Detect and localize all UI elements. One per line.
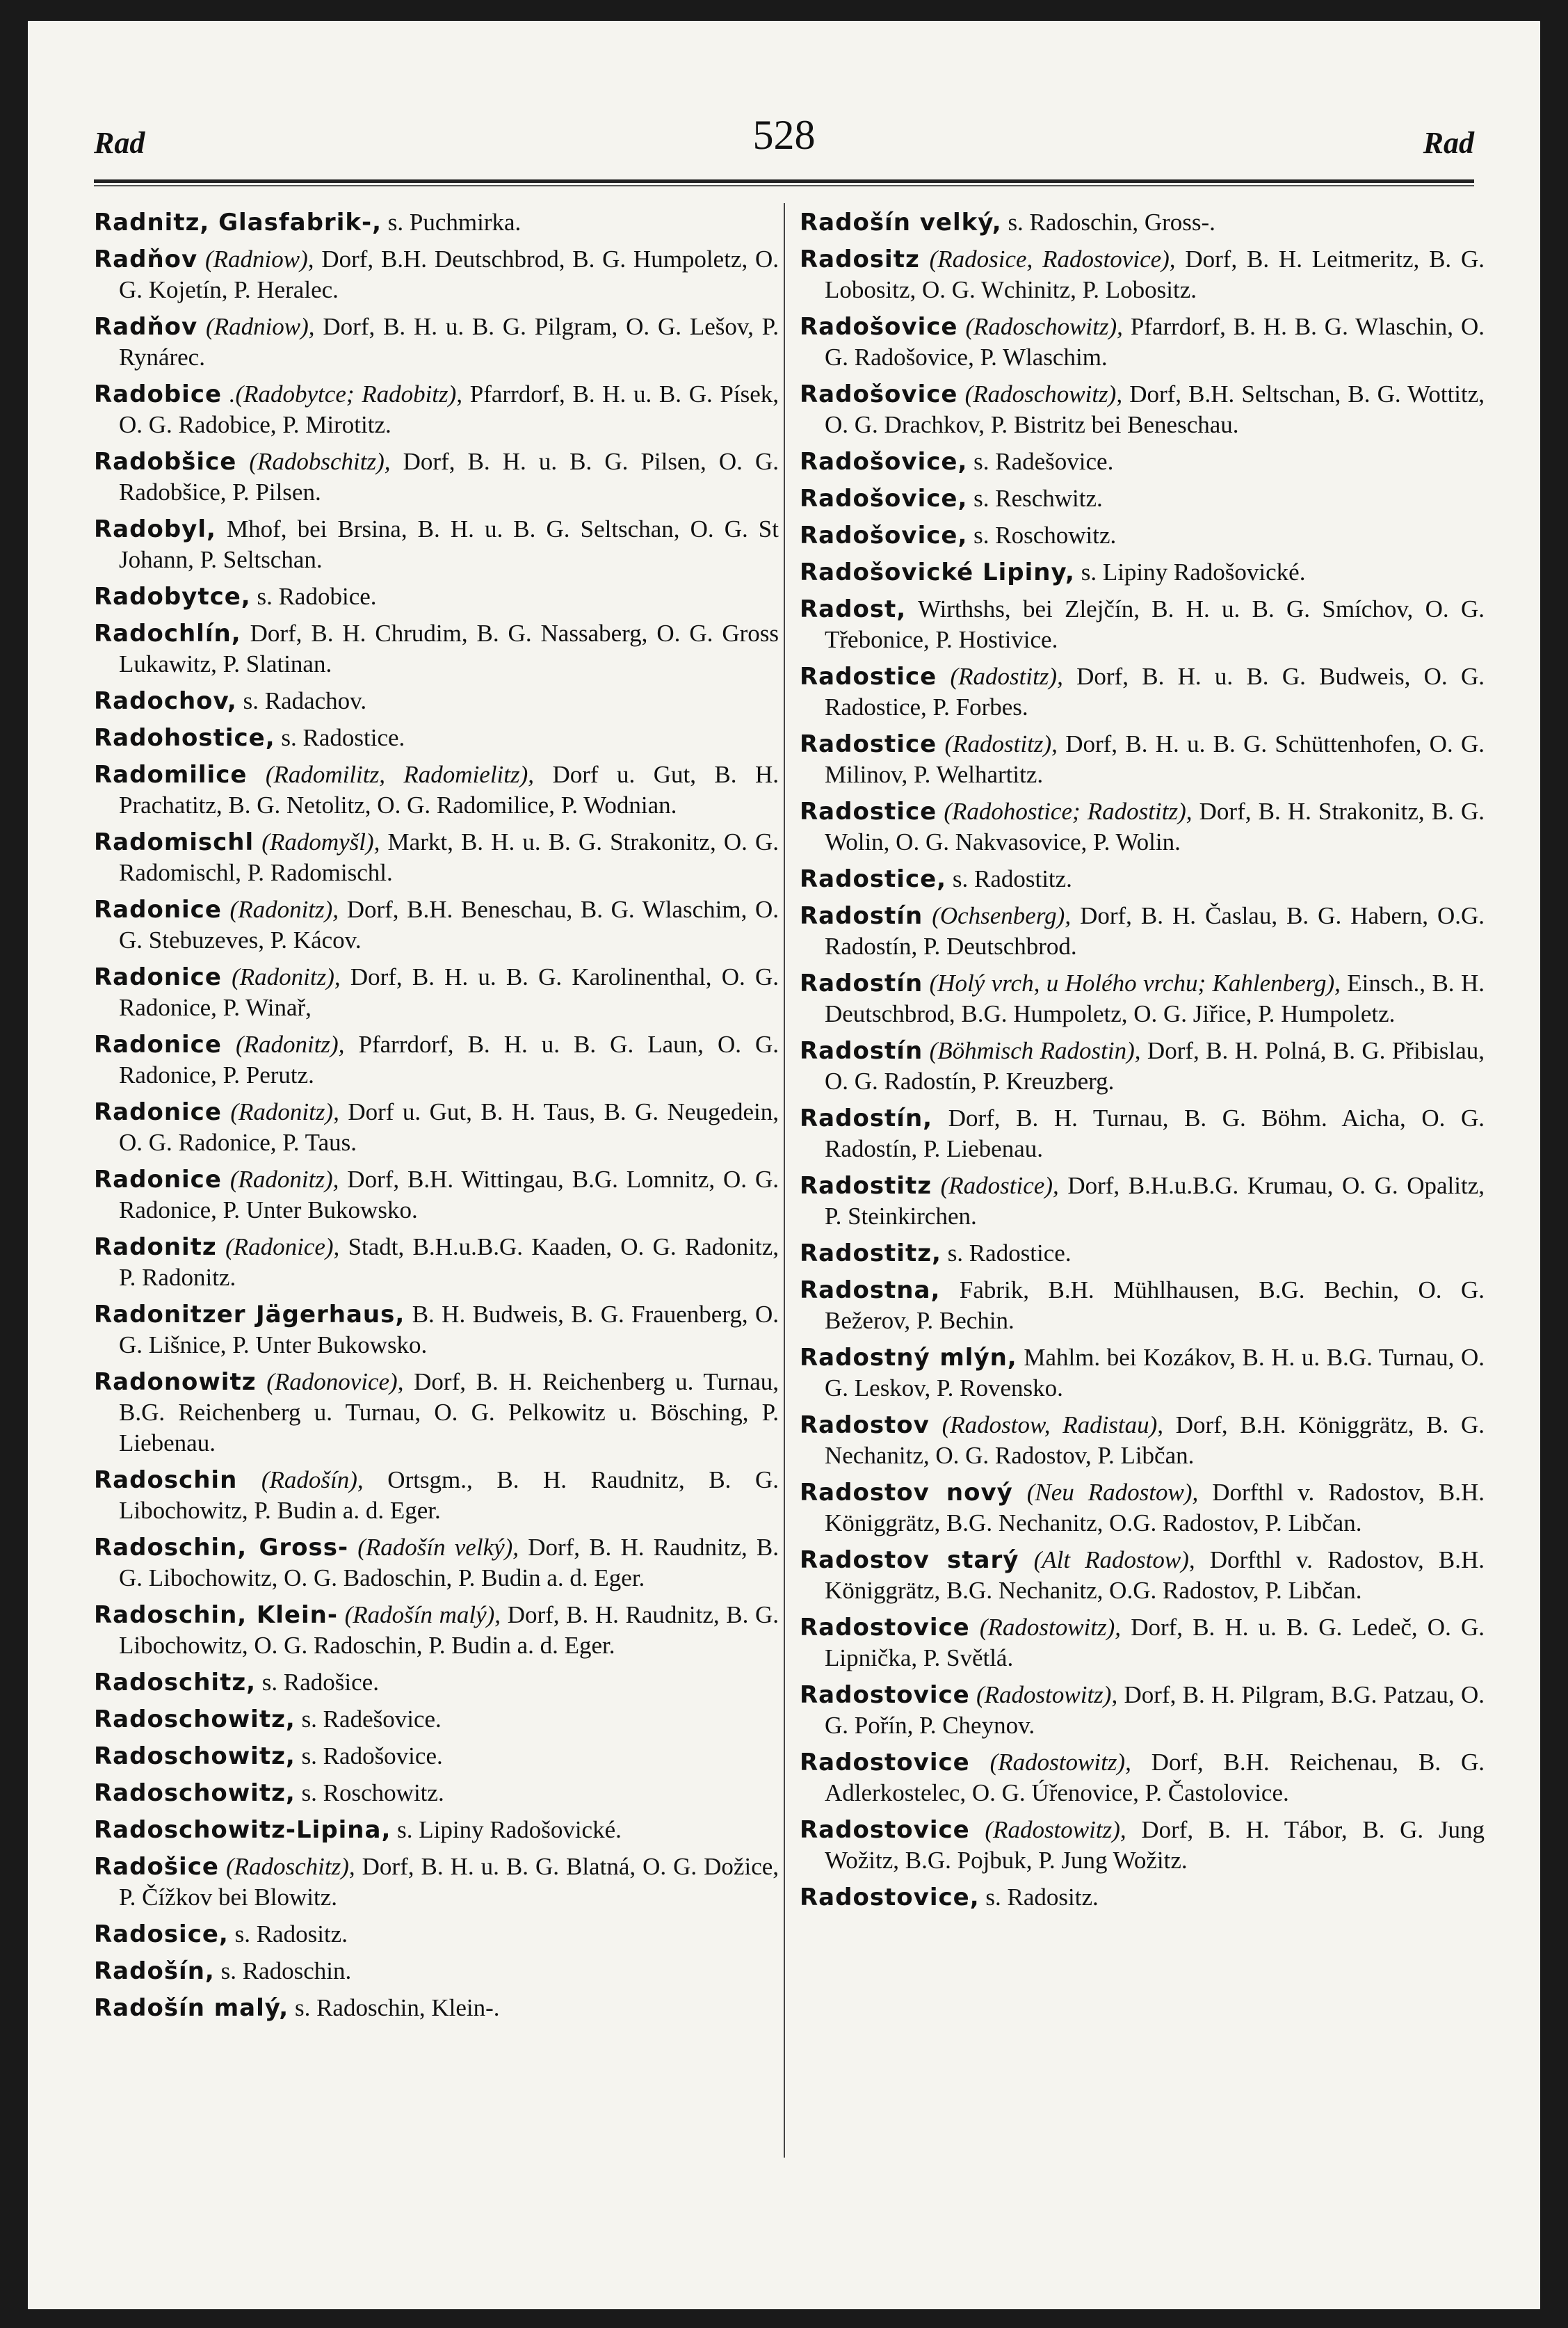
gazetteer-entry [800,1612,1485,1673]
entry-text: Pfarrdorf, B. H. B. G. Wlaschin, O. G. Radošovice, P. Wlaschim. [825,313,1485,371]
entry-headword: Radoschowitz, [94,1779,296,1807]
gazetteer-entry [800,244,1485,305]
gazetteer-entry [94,1993,779,2023]
entry-text: Dorf, B. H. u. B. G. Blatná, O. G. Dožice, P. Čížkov bei Blowitz. [119,1853,779,1911]
gazetteer-entry [800,1477,1485,1539]
gazetteer-entry [94,312,779,373]
entry-headword: Radostov nový [800,1479,1013,1507]
entry-headword: Radost, [800,595,907,623]
entry-alt-names: (Radniow), [206,313,315,340]
gazetteer-entry [94,1852,779,1913]
gazetteer-entry [94,514,779,575]
entry-alt-names: (Radostice), [940,1172,1059,1199]
entry-text: Dorf u. Gut, B. H. Prachatitz, B. G. Netolitz, O. G. Radomilice, P. Wodnian. [119,761,779,819]
entry-alt-names: (Radostowitz), [989,1749,1131,1776]
entry-headword: Radohostice, [94,724,275,752]
gazetteer-entry [94,1465,779,1526]
entry-headword: Radoschowitz, [94,1742,296,1770]
entry-headword: Radonowitz [94,1368,257,1396]
gazetteer-entry [94,723,779,753]
entry-headword: Radonitz [94,1233,217,1261]
entry-headword: Radositz [800,246,920,273]
gazetteer-entry [800,557,1485,588]
entry-alt-names: (Radošín), [261,1466,364,1493]
entry-text: Dorf, B. H. Leitmeritz, B. G. Lobositz, O. G. Wchinitz, P. Lobositz. [825,246,1485,303]
entry-text: s. Radoschin, Gross-. [1008,209,1215,236]
entry-text: Dorf, B.H. Königgrätz, B. G. Nechanitz, O. G. Radostov, P. Libčan. [825,1411,1485,1469]
entry-alt-names: (Radonitz), [232,963,341,990]
entry-text: Dorf, B.H. Seltschan, B. G. Wottitz, O. G. Drachkov, P. Bistritz bei Beneschau. [825,380,1485,438]
entry-headword: Radostovice [800,1681,970,1709]
gazetteer-entry [94,1919,779,1950]
gazetteer-entry [94,207,779,238]
entry-text: Stadt, B.H.u.B.G. Kaaden, O. G. Radonitz, P. Radonitz. [119,1233,779,1291]
entry-headword: Radošovice, [800,485,968,513]
right-column [800,207,1485,1919]
gazetteer-entry [94,1097,779,1158]
entry-alt-names: (Radostitz), [944,730,1058,757]
entry-text: Dorf, B. H. Raudnitz, B. G. Libochowitz, O. G. Radoschin, P. Budin a. d. Eger. [119,1601,779,1659]
gazetteer-entry [800,1680,1485,1741]
entry-headword: Radochlín, [94,620,241,648]
gazetteer-entry [94,1367,779,1459]
entry-text: s. Radobice. [257,583,377,610]
entry-alt-names: (Radonitz), [229,896,339,923]
entry-text: Mahlm. bei Kozákov, B. H. u. B.G. Turnau, O. G. Leskov, P. Rovensko. [825,1344,1485,1402]
entry-alt-names: (Radonitz), [229,1166,339,1193]
entry-alt-names: (Radoschitz), [225,1853,355,1880]
entry-alt-names: (Radomilitz, Radomielitz), [265,761,535,788]
entry-alt-names: (Radonice), [225,1233,340,1260]
entry-headword: Radošovice [800,313,958,341]
entry-text: Dorf, B. H. u. B. G. Karolinenthal, O. G. Radonice, P. Winař, [119,963,779,1021]
gazetteer-entry [800,1342,1485,1404]
entry-headword: Radobytce, [94,583,251,611]
entry-text: Pfarrdorf, B. H. u. B. G. Písek, O. G. Radobice, P. Mirotitz. [119,380,779,438]
entry-text: Dorf, B. H. Turnau, B. G. Böhm. Aicha, O. G. Radostín, P. Liebenau. [825,1105,1485,1162]
gazetteer-entry [800,1171,1485,1232]
entry-text: Wirthshs, bei Zlejčín, B. H. u. B. G. Smíchov, O. G. Třebonice, P. Hostivice. [825,595,1485,653]
entry-headword: Radobšice [94,448,237,476]
entry-text: Dorf, B. H. Polná, B. G. Přibislau, O. G. Radostín, P. Kreuzberg. [825,1037,1485,1095]
gazetteer-entry [94,447,779,508]
entry-alt-names: (Radoschowitz), [965,313,1123,340]
header-rule [94,179,1474,186]
entry-text: Dorf, B.H. Beneschau, B. G. Wlaschim, O. G. Stebuzeves, P. Kácov. [119,896,779,954]
entry-alt-names: (Neu Radostow), [1026,1479,1199,1506]
entry-headword: Radostitz, [800,1239,941,1267]
entry-alt-names: (Radohostice; Radostitz), [944,798,1193,825]
entry-headword: Radostín [800,902,923,930]
entry-alt-names: (Radostitz), [950,663,1063,690]
gazetteer-entry [94,1956,779,1986]
entry-headword: Radostovice [800,1816,970,1844]
entry-text: s. Radošovice. [301,1742,443,1769]
entry-text: s. Radositz. [234,1920,348,1948]
entry-headword: Radostín [800,970,923,997]
gazetteer-entry [800,1275,1485,1336]
entry-text: Dorf, B. H. u. B. G. Budweis, O. G. Radostice, P. Forbes. [825,663,1485,721]
entry-headword: Radostice, [800,865,947,893]
entry-headword: Radostovice [800,1749,970,1776]
gazetteer-entry [94,1299,779,1360]
gazetteer-entry [800,447,1485,477]
gazetteer-entry [94,1667,779,1698]
entry-text: Dorf u. Gut, B. H. Taus, B. G. Neugedein, O. G. Radonice, P. Taus. [119,1098,779,1156]
entry-headword: Radostov [800,1411,930,1439]
entry-alt-names: (Radostowitz), [985,1816,1126,1843]
running-head-left: Rad [94,126,145,160]
entry-alt-names: (Radoschowitz), [964,380,1123,408]
entry-alt-names: (Radostowitz), [979,1614,1122,1641]
dictionary-page [28,21,1540,2309]
entry-headword: Radoschowitz, [94,1705,296,1733]
entry-alt-names: .(Radobytce; Radobitz), [229,380,463,408]
entry-text: s. Radachov. [243,687,367,714]
entry-text: B. H. Budweis, B. G. Frauenberg, O. G. Lišnice, P. Unter Bukowsko. [119,1301,779,1358]
entry-headword: Radošice [94,1853,219,1881]
entry-text: Dorf, B. H. Tábor, B. G. Jung Wožitz, B.G. Pojbuk, P. Jung Wožitz. [825,1816,1485,1874]
entry-text: s. Radositz. [985,1884,1099,1911]
entry-headword: Radostín [800,1037,923,1065]
entry-text: Dorf, B.H. Wittingau, B.G. Lomnitz, O. G. Radonice, P. Unter Bukowsko. [119,1166,779,1223]
entry-alt-names: (Alt Radostow), [1033,1546,1195,1573]
entry-text: s. Puchmirka. [387,209,522,236]
entry-text: Dorf, B. H. Strakonitz, B. G. Wolin, O. G. Nakvasovice, P. Wolin. [825,798,1485,856]
entry-headword: Radostitz [800,1172,932,1200]
entry-alt-names: (Radonovice), [266,1368,404,1395]
entry-text: s. Radostitz. [952,865,1072,892]
gazetteer-entry [94,894,779,956]
entry-text: Dorf, B.H.u.B.G. Krumau, O. G. Opalitz, P. Steinkirchen. [825,1172,1485,1230]
gazetteer-entry [800,379,1485,440]
entry-text: Dorf, B. H. u. B. G. Schüttenhofen, O. G. Milinov, P. Welhartitz. [825,730,1485,788]
entry-text: s. Radostice. [947,1239,1072,1267]
entry-headword: Radošín malý, [94,1994,289,2022]
gazetteer-entry [94,1741,779,1772]
gazetteer-entry [800,483,1485,514]
entry-text: s. Radešovice. [973,448,1114,475]
entry-text: s. Radostice. [281,724,405,751]
entry-headword: Radomischl [94,828,254,856]
left-column [94,207,779,2030]
gazetteer-entry [800,1747,1485,1808]
gazetteer-entry [800,520,1485,551]
entry-text: Dorf, B.H. Deutschbrod, B. G. Humpoletz, O. G. Kojetín, P. Heralec. [119,246,779,303]
gazetteer-entry [800,901,1485,962]
entry-headword: Radoschin, Gross- [94,1534,349,1562]
entry-headword: Radonice [94,1098,222,1126]
entry-text: s. Roschowitz. [301,1779,444,1806]
entry-alt-names: (Radosice, Radostovice), [929,246,1176,273]
gazetteer-entry [94,962,779,1023]
entry-headword: Radostice [800,730,937,758]
entry-headword: Radošovické Lipiny, [800,559,1075,586]
gazetteer-entry [94,1815,779,1845]
entry-headword: Radostice [800,798,937,826]
gazetteer-entry [94,1232,779,1293]
gazetteer-entry [800,796,1485,858]
entry-alt-names: (Radonitz), [235,1031,345,1058]
entry-alt-names: (Radniow), [205,246,314,273]
entry-headword: Radoschin [94,1466,238,1494]
entry-text: Einsch., B. H. Deutschbrod, B.G. Humpoletz, O. G. Jiřice, P. Humpoletz. [825,970,1485,1027]
entry-headword: Radostna, [800,1276,941,1304]
entry-text: Pfarrdorf, B. H. u. B. G. Laun, O. G. Radonice, P. Perutz. [119,1031,779,1089]
entry-text: Dorf, B. H. Časlau, B. G. Habern, O.G. Radostín, P. Deutschbrod. [825,902,1485,960]
entry-headword: Radobice [94,380,223,408]
entry-text: Ortsgm., B. H. Raudnitz, B. G. Libochowitz, P. Budin a. d. Eger. [119,1466,779,1524]
gazetteer-entry [800,864,1485,894]
entry-text: Dorf, B. H. u. B. G. Pilgram, O. G. Lešov, P. Rynárec. [119,313,779,371]
entry-headword: Radnitz, Glasfabrik-, [94,209,382,236]
gazetteer-entry [94,379,779,440]
entry-text: s. Radoschin, Klein-. [294,1994,500,2021]
column-divider [784,203,785,2158]
entry-headword: Radonice [94,1031,222,1059]
entry-headword: Radostný mlýn, [800,1344,1017,1372]
entry-headword: Radoschowitz-Lipina, [94,1816,391,1844]
page-header [94,111,1474,174]
entry-headword: Radošovice, [800,522,968,549]
gazetteer-entry [800,729,1485,790]
entry-text: Dorf, B. H. Reichenberg u. Turnau, B.G. Reichenberg u. Turnau, O. G. Pelkowitz u. Bösching, P. Liebenau. [119,1368,779,1456]
gazetteer-entry [800,1545,1485,1606]
entry-headword: Radoschitz, [94,1669,257,1696]
gazetteer-entry [800,207,1485,238]
entry-headword: Radostovice [800,1614,970,1641]
gazetteer-entry [94,1778,779,1808]
gazetteer-entry [94,1164,779,1226]
entry-headword: Radošín, [94,1957,215,1985]
entry-text: Mhof, bei Brsina, B. H. u. B. G. Seltschan, O. G. St Johann, P. Seltschan. [119,515,779,573]
entry-headword: Radonice [94,1166,222,1194]
entry-alt-names: (Radostow, Radistau), [941,1411,1164,1438]
entry-text: s. Lipiny Radošovické. [1081,559,1306,586]
gazetteer-entry [800,312,1485,373]
entry-headword: Radňov [94,313,198,341]
gazetteer-entry [94,1704,779,1735]
entry-alt-names: (Böhmisch Radostin), [929,1037,1141,1064]
entry-text: s. Reschwitz. [973,485,1103,512]
entry-headword: Radostín, [800,1105,933,1132]
entry-alt-names: (Holý vrch, u Holého vrchu; Kahlenberg), [929,970,1341,997]
gazetteer-entry [94,1029,779,1091]
entry-headword: Radonice [94,963,222,991]
gazetteer-entry [800,1815,1485,1876]
entry-headword: Radostov starý [800,1546,1019,1574]
gazetteer-entry [800,661,1485,723]
gazetteer-entry [94,760,779,821]
entry-text: Dorf, B. H. Pilgram, B.G. Patzau, O. G. Pořín, P. Cheynov. [825,1681,1485,1739]
entry-text: Dorf, B. H. Raudnitz, B. G. Libochowitz, O. G. Badoschin, P. Budin a. d. Eger. [119,1534,779,1591]
gazetteer-entry [800,1410,1485,1471]
entry-headword: Radonitzer Jägerhaus, [94,1301,405,1328]
entry-headword: Radošovice [800,380,958,408]
entry-alt-names: (Radobschitz), [249,448,391,475]
entry-headword: Radobyl, [94,515,216,543]
entry-text: Dorf, B.H. Reichenau, B. G. Adlerkostelec, O. G. Úřenovice, P. Častolovice. [825,1749,1485,1806]
gazetteer-entry [800,1238,1485,1269]
entry-text: Markt, B. H. u. B. G. Strakonitz, O. G. Radomischl, P. Radomischl. [119,828,779,886]
gazetteer-entry [94,827,779,888]
entry-text: Dorf, B. H. Chrudim, B. G. Nassaberg, O. G. Gross Lukawitz, P. Slatinan. [119,620,779,677]
running-head-right: Rad [1423,126,1474,160]
gazetteer-entry [94,1532,779,1594]
entry-text: Fabrik, B.H. Mühlhausen, B.G. Bechin, O. G. Bežerov, P. Bechin. [825,1276,1485,1334]
entry-headword: Radošín velký, [800,209,1002,236]
entry-headword: Radochov, [94,687,237,715]
entry-headword: Radoschin, Klein- [94,1601,338,1629]
entry-alt-names: (Radomyšl), [261,828,380,856]
entry-alt-names: (Radošín velký), [357,1534,519,1561]
entry-headword: Radomilice [94,761,248,789]
gazetteer-entry [800,968,1485,1029]
gazetteer-entry [94,618,779,680]
entry-text: Dorfthl v. Radostov, B.H. Königgrätz, B.G. Nechanitz, O.G. Radostov, P. Libčan. [825,1479,1485,1536]
entry-text: s. Radošice. [261,1669,379,1696]
gazetteer-entry [800,1882,1485,1913]
gazetteer-entry [94,244,779,305]
entry-headword: Radosice, [94,1920,229,1948]
gazetteer-entry [800,594,1485,655]
entry-alt-names: (Radonitz), [230,1098,339,1125]
gazetteer-entry [800,1103,1485,1164]
entry-headword: Radostice [800,663,937,691]
entry-text: s. Roschowitz. [973,522,1117,549]
entry-text: Dorf, B. H. u. B. G. Pilsen, O. G. Radobšice, P. Pilsen. [119,448,779,506]
entry-alt-names: (Radošín malý), [344,1601,501,1628]
entry-text: s. Radešovice. [301,1705,442,1733]
entry-text: s. Radoschin. [220,1957,352,1984]
entry-headword: Radonice [94,896,222,924]
gazetteer-entry [94,581,779,612]
entry-headword: Radňov [94,246,198,273]
entry-alt-names: (Ochsenberg), [932,902,1072,929]
entry-headword: Radošovice, [800,448,968,476]
gazetteer-entry [94,1600,779,1661]
entry-headword: Radostovice, [800,1884,980,1911]
entry-text: Dorfthl v. Radostov, B.H. Königgrätz, B.G. Nechanitz, O.G. Radostov, P. Libčan. [825,1546,1485,1604]
entry-text: Dorf, B. H. u. B. G. Ledeč, O. G. Lipnička, P. Světlá. [825,1614,1485,1671]
page-number: 528 [752,112,816,158]
entry-alt-names: (Radostowitz), [976,1681,1118,1708]
gazetteer-entry [800,1036,1485,1097]
entry-text: s. Lipiny Radošovické. [397,1816,622,1843]
gazetteer-entry [94,686,779,716]
